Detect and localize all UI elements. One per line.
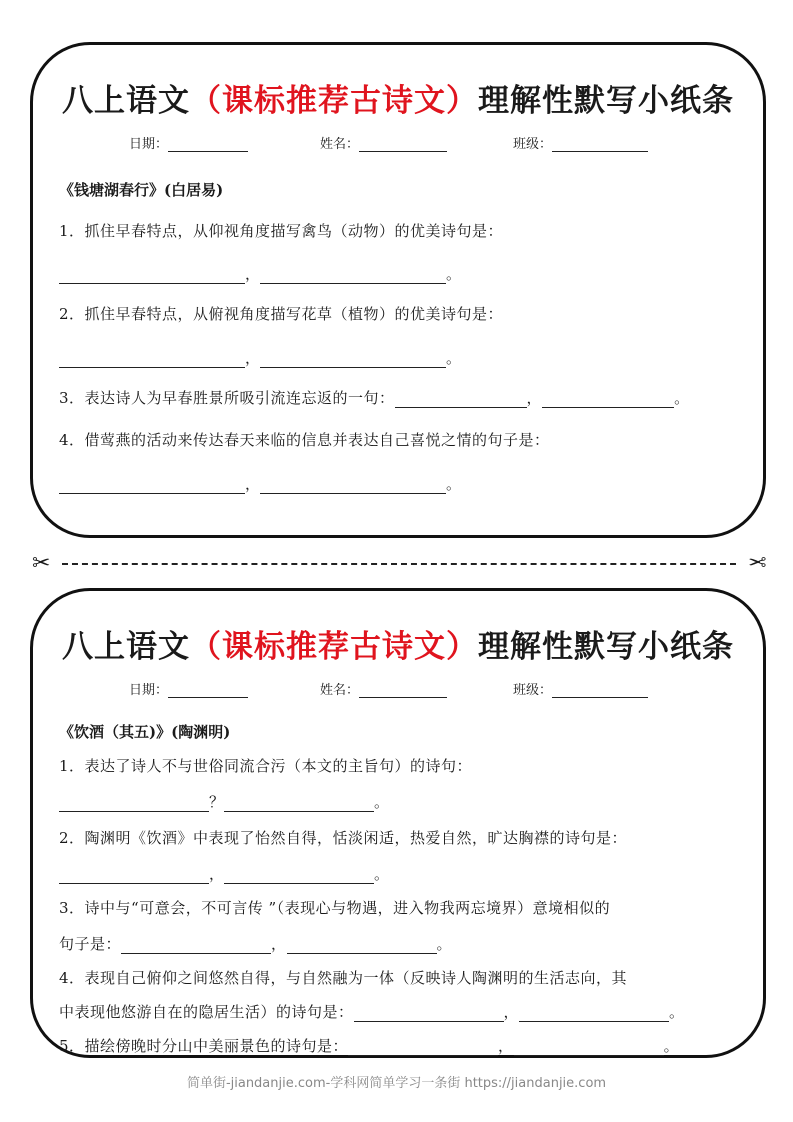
title-prefix: 八上语文: [62, 629, 190, 665]
title-suffix: 理解性默写小纸条: [478, 83, 734, 119]
class-label: 班级：: [513, 683, 553, 698]
question-4: 4．表现自己俯仰之间悠然自得，与自然融为一体（反映诗人陶渊明的生活志向，其: [59, 969, 628, 987]
title-prefix: 八上语文: [62, 83, 190, 119]
answer-blank[interactable]: [59, 353, 245, 368]
question-5: 5．描绘傍晚时分山中美丽景色的诗句是： ， 。: [59, 1037, 680, 1055]
answer-blank[interactable]: [354, 1007, 504, 1022]
name-field[interactable]: [359, 138, 447, 152]
answer-blank[interactable]: [59, 797, 209, 812]
title-highlight: （课标推荐古诗文）: [190, 629, 478, 665]
name-label: 姓名：: [320, 683, 360, 698]
name-label: 姓名：: [320, 137, 360, 152]
answer-blank[interactable]: [59, 479, 245, 494]
dashed-divider: [62, 563, 736, 565]
date-label: 日期：: [129, 683, 169, 698]
poem-title: 《钱塘湖春行》(白居易): [59, 181, 224, 199]
answer-blank[interactable]: [224, 869, 374, 884]
answer-blank[interactable]: [121, 939, 271, 954]
answer-row-1: ？ 。: [59, 791, 389, 812]
cut-line: [32, 552, 766, 576]
class-field[interactable]: [552, 684, 648, 698]
answer-blank[interactable]: [59, 869, 209, 884]
answer-blank[interactable]: [287, 939, 437, 954]
answer-blank[interactable]: [260, 269, 446, 284]
answer-blank[interactable]: [395, 393, 527, 408]
worksheet-card-2: [30, 588, 766, 1058]
date-field[interactable]: [168, 138, 248, 152]
class-label: 班级：: [513, 137, 553, 152]
question-4-continued: 中表现他悠游自在的隐居生活）的诗句是： ， 。: [59, 1003, 685, 1021]
answer-blank[interactable]: [260, 353, 446, 368]
question-3: 3．表达诗人为早春胜景所吸引流连忘返的一句： ， 。: [59, 389, 690, 407]
scissors-icon: ✂: [747, 551, 766, 576]
answer-blank[interactable]: [514, 1041, 664, 1056]
scissors-icon: ✂: [32, 551, 51, 576]
question-3: 3．诗中与“可意会，不可言传 ”（表现心与物遇，进入物我两忘境界）意境相似的: [59, 899, 611, 917]
answer-blank[interactable]: [59, 269, 245, 284]
answer-blank[interactable]: [542, 393, 674, 408]
answer-row-2: ， 。: [59, 863, 389, 884]
answer-row-2: ， 。: [59, 347, 461, 368]
poem-title: 《饮酒（其五)》(陶渊明): [59, 723, 231, 741]
answer-blank[interactable]: [224, 797, 374, 812]
footer-watermark: 简单街-jiandanjie.com-学科网简单学习一条街 https://jiandanjie.com: [186, 1076, 607, 1091]
name-field[interactable]: [359, 684, 447, 698]
answer-blank[interactable]: [260, 479, 446, 494]
question-2: 2．陶渊明《饮酒》中表现了怡然自得，恬淡闲适，热爱自然，旷达胸襟的诗句是：: [59, 829, 628, 847]
class-field[interactable]: [552, 138, 648, 152]
card-title: [33, 621, 763, 666]
date-label: 日期：: [129, 137, 169, 152]
question-1: 1．表达了诗人不与世俗同流合污（本文的主旨句）的诗句：: [59, 757, 473, 775]
answer-row-1: ， 。: [59, 263, 461, 284]
answer-row-4: ， 。: [59, 473, 461, 494]
answer-blank[interactable]: [348, 1041, 498, 1056]
title-suffix: 理解性默写小纸条: [478, 629, 734, 665]
worksheet-card-1: [30, 42, 766, 538]
question-2: 2．抓住早春特点，从俯视角度描写花草（植物）的优美诗句是：: [59, 305, 504, 323]
answer-blank[interactable]: [519, 1007, 669, 1022]
date-field[interactable]: [168, 684, 248, 698]
card-title: [33, 75, 763, 120]
title-highlight: （课标推荐古诗文）: [190, 83, 478, 119]
question-3-continued: 句子是： ， 。: [59, 935, 453, 953]
question-1: 1．抓住早春特点，从仰视角度描写禽鸟（动物）的优美诗句是：: [59, 222, 504, 240]
question-4: 4．借莺燕的活动来传达春天来临的信息并表达自己喜悦之情的句子是：: [59, 431, 550, 449]
